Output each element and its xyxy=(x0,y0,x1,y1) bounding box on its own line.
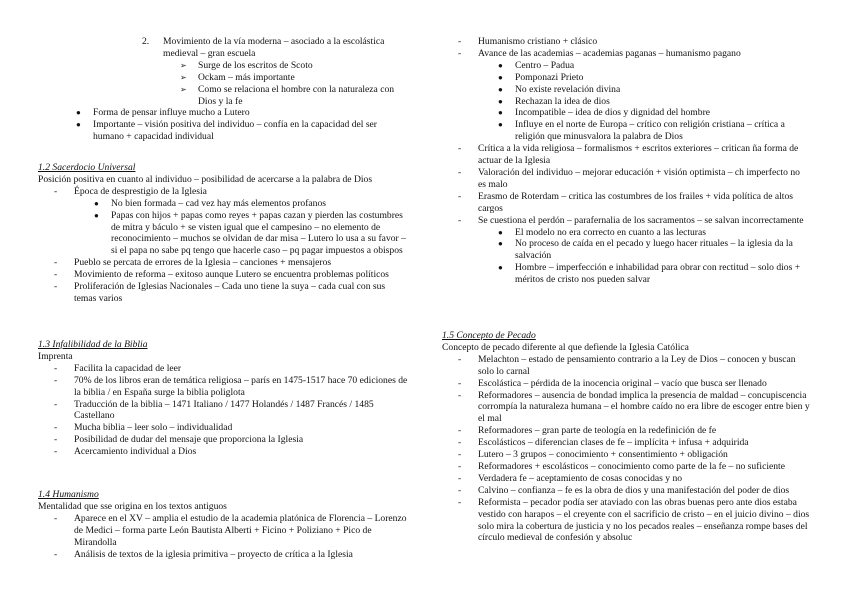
bullet-dot-icon: ● xyxy=(498,60,503,70)
dash-marker: - xyxy=(458,166,462,178)
dash-item xyxy=(38,186,408,198)
list-text: Verdadera fe – aceptamiento de cosas conocidas y no xyxy=(478,472,683,484)
list-text: Acercamiento individual a Dios xyxy=(74,446,197,458)
dash-marker: - xyxy=(54,446,58,458)
arrow-item xyxy=(38,60,408,72)
dash-marker: - xyxy=(458,214,462,226)
dash-marker: - xyxy=(54,374,58,386)
list-text: Erasmo de Roterdam – critica las costumbres de los frailes + vida política de altos cargos xyxy=(478,190,793,214)
dash-item xyxy=(38,257,408,269)
list-text: Época de desprestigio de la Iglesia xyxy=(74,185,207,197)
dash-item xyxy=(38,363,408,375)
list-text: Mucha biblia – leer solo – individualidad xyxy=(74,422,233,434)
list-text: No proceso de caída en el pecado y luego hacer rituales – la iglesia da la salvación xyxy=(515,238,793,262)
dash-item xyxy=(442,143,810,167)
list-text: Aparece en el XV – amplia el estudio de la academia platónica de Florencia – Lorenzo de Medici – forma parte León Bautista Alberti + Ficino + Poliziano + Pico de Mirandolla xyxy=(74,512,407,548)
dash-marker: - xyxy=(458,353,462,365)
dash-marker: - xyxy=(54,269,58,281)
list-text: Crítica a la vida religiosa – formalismos + escritos exteriores – critican ña forma de actuar de la Iglesia xyxy=(478,143,799,167)
bullet-dot-icon: ● xyxy=(498,72,503,82)
dash-marker: - xyxy=(458,472,462,484)
list-text: Forma de pensar influye mucho a Lutero xyxy=(93,107,250,119)
bullet-dot-icon: ● xyxy=(498,263,503,273)
dash-marker: - xyxy=(458,449,462,461)
dash-marker: - xyxy=(458,143,462,155)
arrow-bullet-icon: ➢ xyxy=(180,72,187,82)
section-title: 1.5 Concepto de Pecado xyxy=(442,330,536,341)
list-text: Valoración del individuo – mejorar educación + visión optimista – ch imperfecto no es malo xyxy=(478,166,800,190)
bullet-item xyxy=(442,60,810,72)
section-humanismo xyxy=(38,489,408,560)
section-title: 1.3 Infalibilidad de la Biblia xyxy=(38,339,148,350)
bullet-item xyxy=(38,198,408,210)
list-text: Surge de los escritos de Scoto xyxy=(198,59,313,71)
bullet-dot-icon: ● xyxy=(498,108,503,118)
bullet-item xyxy=(38,107,408,119)
section-intro: Imprenta xyxy=(38,350,73,362)
list-text: Influye en el norte de Europa – crítico con religión cristiana – crítica a religión que minusvalora la palabra de Dios xyxy=(515,119,785,143)
bullet-dot-icon: ● xyxy=(498,96,503,106)
arrow-item xyxy=(38,84,408,108)
list-text: Reformadores – gran parte de teología en la redefinición de fe xyxy=(478,425,717,437)
dash-item xyxy=(38,375,408,399)
bullet-item xyxy=(442,238,810,262)
dash-marker: - xyxy=(458,437,462,449)
list-text: Facilita la capacidad de leer xyxy=(74,362,182,374)
dash-item xyxy=(442,48,810,60)
dash-item xyxy=(38,269,408,281)
dash-item xyxy=(38,549,408,561)
dash-marker: - xyxy=(458,377,462,389)
dash-marker: - xyxy=(458,190,462,202)
list-text: Papas con hijos + papas como reyes + papas cazan y pierden las costumbres de mitra y báculo + se visten igual que el campesino – no elemento de reconocimiento – muchos se olvidan de dar misa – Lutero lo usa a su favor – si el papa no sabe pq tengo que hacerle caso – pq pagar impuestos a obispos xyxy=(111,209,406,257)
bullet-dot-icon: ● xyxy=(94,210,99,220)
dash-marker: - xyxy=(54,281,58,293)
dash-marker: - xyxy=(458,484,462,496)
list-text: Melachton – estado de pensamiento contrario a la Ley de Dios – conocen y buscan solo lo carnal xyxy=(478,353,796,377)
bullet-item xyxy=(442,227,810,239)
dash-item xyxy=(442,390,810,426)
section-title: 1.4 Humanismo xyxy=(38,489,99,500)
section-intro: Concepto de pecado diferente al que defiende la Iglesia Católica xyxy=(442,341,689,353)
dash-item xyxy=(38,434,408,446)
arrow-bullet-icon: ➢ xyxy=(180,60,187,70)
dash-marker: - xyxy=(458,47,462,59)
list-text: Posibilidad de dudar del mensaje que proporciona la Iglesia xyxy=(74,434,304,446)
bullet-dot-icon: ● xyxy=(76,120,81,130)
continuation-block xyxy=(38,36,408,143)
bullet-item xyxy=(442,119,810,143)
dash-item xyxy=(442,378,810,390)
bullet-dot-icon: ● xyxy=(498,239,503,249)
section-intro: Mentalidad que sse origina en los textos antiguos xyxy=(38,500,227,512)
list-text: Reformista – pecador podía ser ataviado con las obras buenas pero ante dios estaba vestido con harapos – el creyente con el sacrificio de cristo – en el juicio divino – dios solo mira la cobertura de justicia y no los pecados reales – enseñanza rompe bases del círculo medieval de confesión y absoluc xyxy=(478,496,810,544)
list-text: Se cuestiona el perdón – parafernalia de los sacramentos – se salvan incorrectamente xyxy=(478,214,804,226)
arrow-bullet-icon: ➢ xyxy=(180,84,187,94)
dash-marker: - xyxy=(54,257,58,269)
dash-marker: - xyxy=(458,36,462,47)
list-text: Lutero – 3 grupos – conocimiento + consentimiento + obligación xyxy=(478,449,728,461)
dash-marker: - xyxy=(458,496,462,508)
dash-item xyxy=(442,215,810,227)
bullet-item xyxy=(38,210,408,258)
dash-marker: - xyxy=(458,460,462,472)
list-text: Incompatible – idea de dios y dignidad del hombre xyxy=(515,107,711,119)
dash-item xyxy=(442,36,810,48)
dash-item xyxy=(442,473,810,485)
dash-item xyxy=(442,191,810,215)
bullet-item xyxy=(442,84,810,96)
continuation-block xyxy=(442,36,810,286)
dash-item xyxy=(38,422,408,434)
list-text: Reformadores + escolásticos – conocimiento como parte de la fe – no suficiente xyxy=(478,460,785,472)
dash-marker: - xyxy=(54,398,58,410)
arrow-item xyxy=(38,72,408,84)
list-text: No bien formada – cad vez hay más elementos profanos xyxy=(111,197,326,209)
bullet-item xyxy=(442,96,810,108)
dash-item xyxy=(38,399,408,423)
list-text: Humanismo cristiano + clásico xyxy=(478,36,598,47)
list-text: Escolásticos – diferencian clases de fe – implícita + infusa + adquirida xyxy=(478,437,749,449)
bullet-item xyxy=(442,72,810,84)
bullet-item xyxy=(442,262,810,286)
list-text: Rechazan la idea de dios xyxy=(515,95,610,107)
dash-marker: - xyxy=(54,434,58,446)
list-text: Como se relaciona el hombre con la naturaleza con Dios y la fe xyxy=(198,83,395,107)
list-text: Reformadores – ausencia de bondad implica la presencia de maldad – concupiscencia corrompía la naturaleza humana – el hombre caído no era libre de escoger entre bien y el mal xyxy=(478,389,810,425)
dash-item xyxy=(442,425,810,437)
bullet-dot-icon: ● xyxy=(76,108,81,118)
list-text: Avance de las academias – academias paganas – humanismo pagano xyxy=(478,47,741,59)
section-title: 1.2 Sacerdocio Universal xyxy=(38,162,136,173)
dash-marker: - xyxy=(54,362,58,374)
dash-item xyxy=(442,167,810,191)
list-number: 2. xyxy=(142,36,150,47)
dash-item xyxy=(38,446,408,458)
dash-marker: - xyxy=(54,548,58,560)
dash-item xyxy=(38,281,408,305)
dash-item xyxy=(38,513,408,549)
dash-marker: - xyxy=(458,425,462,437)
list-text: Importante – visión positiva del individuo – confía en la capacidad del ser humano + capacidad individual xyxy=(93,119,377,143)
section-intro: Posición positiva en cuanto al individuo – posibilidad de acercarse a la palabra de Dios xyxy=(38,173,373,185)
dash-marker: - xyxy=(458,389,462,401)
list-text: Centro – Padua xyxy=(515,59,575,71)
list-text: Ockam – más importante xyxy=(198,71,295,83)
dash-marker: - xyxy=(54,185,58,197)
list-text: El modelo no era correcto en cuanto a las lecturas xyxy=(515,226,706,238)
list-text: Pomponazi Prieto xyxy=(515,71,584,83)
dash-item xyxy=(442,497,810,545)
dash-item xyxy=(442,354,810,378)
section-pecado xyxy=(442,330,810,544)
list-text: Proliferación de Iglesias Nacionales – Cada uno tiene la suya – cada cual con sus temas varios xyxy=(74,281,386,304)
list-text: 70% de los libros eran de temática religiosa – parís en 1475-1517 hace 70 ediciones de la biblia / en España surge la biblia poliglota xyxy=(74,374,408,398)
list-text: Movimiento de reforma – exitoso aunque Lutero se encuentra problemas políticos xyxy=(74,269,389,281)
list-text: Análisis de textos de la iglesia primitiva – proyecto de crítica a la Iglesia xyxy=(74,548,353,560)
bullet-dot-icon: ● xyxy=(94,198,99,208)
section-sacerdocio xyxy=(38,162,408,305)
dash-marker: - xyxy=(54,512,58,524)
bullet-item xyxy=(442,107,810,119)
dash-item xyxy=(442,461,810,473)
dash-item xyxy=(442,449,810,461)
bullet-dot-icon: ● xyxy=(498,84,503,94)
bullet-dot-icon: ● xyxy=(498,227,503,237)
bullet-item xyxy=(38,119,408,143)
dash-item xyxy=(442,485,810,497)
list-text: Escolástica – pérdida de la inocencia original – vacío que busca ser llenado xyxy=(478,377,767,389)
list-text: No existe revelación divina xyxy=(515,83,621,95)
dash-item xyxy=(442,437,810,449)
list-text: Movimiento de la vía moderna – asociado a la escolástica medieval – gran escuela xyxy=(163,36,385,59)
section-infalibilidad xyxy=(38,339,408,458)
list-text: Calvino – confianza – fe es la obra de dios y una manifestación del poder de dios xyxy=(478,484,790,496)
list-text: Pueblo se percata de errores de la Iglesia – canciones + mensajeros xyxy=(74,257,332,269)
bullet-dot-icon: ● xyxy=(498,120,503,130)
numbered-item xyxy=(38,36,408,60)
list-text: Traducción de la biblia – 1471 Italiano / 1477 Holandés / 1487 Francés / 1485 Castellano xyxy=(74,398,374,422)
dash-marker: - xyxy=(54,422,58,434)
list-text: Hombre – imperfección e inhabilidad para obrar con rectitud – solo dios + méritos de cristo nos pueden salvar xyxy=(515,262,801,286)
